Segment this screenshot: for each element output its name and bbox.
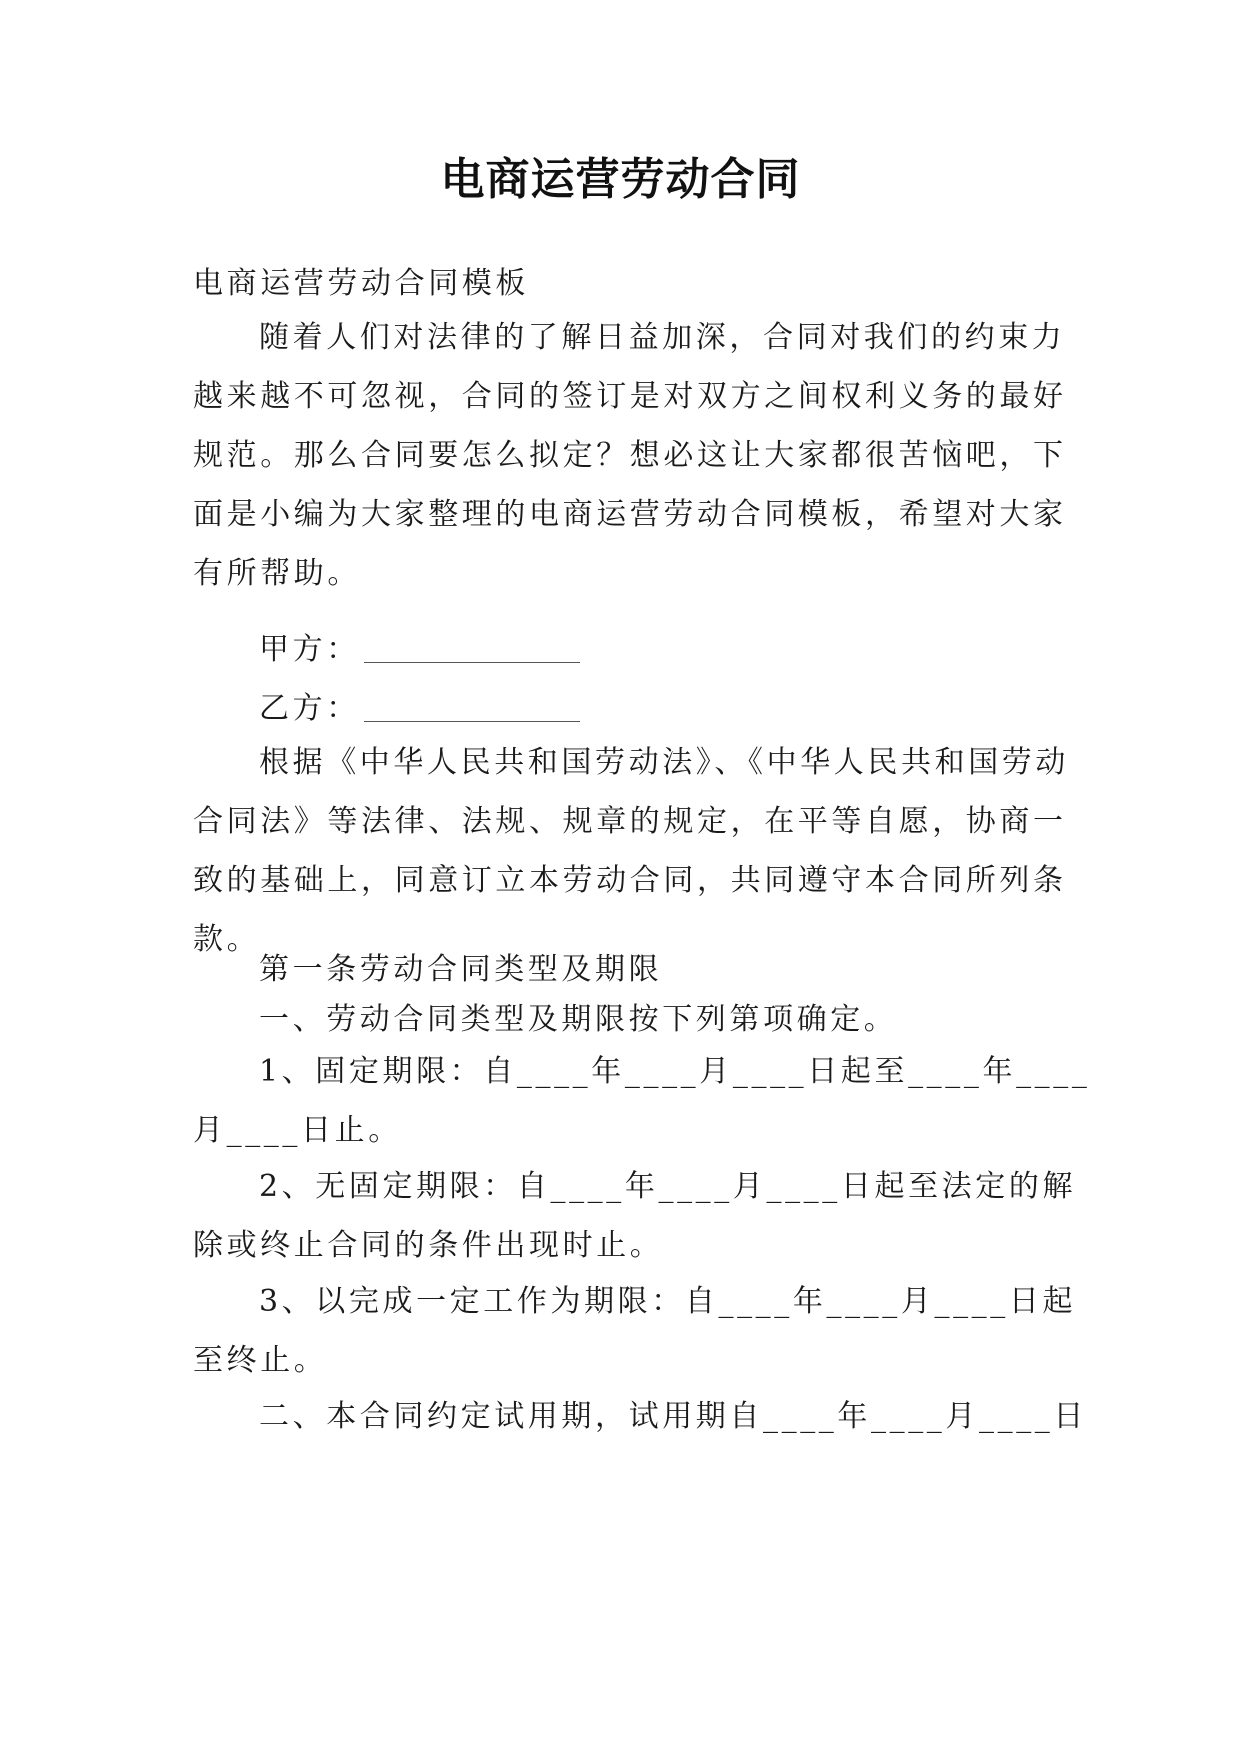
clause-1-intro-block: [193, 990, 1055, 1049]
subtitle-line: 电商运营劳动合同模板: [193, 266, 529, 301]
parties-block: [193, 620, 1055, 738]
party-b-blank: [364, 721, 580, 722]
clause-1-3: [193, 1272, 1077, 1390]
clause-2-line: 二、本合同约定试用期，试用期自____年____月____日: [259, 1399, 1087, 1434]
article-1-heading: 第一条劳动合同类型及期限: [259, 952, 663, 987]
basis-line: 合同法》等法律、法规、规章的规定，在平等自愿，协商一: [193, 804, 1067, 839]
clause-1-2: [193, 1157, 1077, 1275]
clause-1-3-line: 3、以完成一定工作为期限：自____年____月____日起: [259, 1284, 1077, 1319]
clause-1-1: [193, 1042, 1091, 1160]
basis-line: 致的基础上，同意订立本劳动合同，共同遵守本合同所列条: [193, 863, 1067, 898]
intro-line: 随着人们对法律的了解日益加深，合同对我们的约束力: [259, 320, 1066, 355]
document-title: 电商运营劳动合同: [440, 154, 801, 205]
clause-1-1-line: 月____日止。: [193, 1113, 402, 1148]
party-b-line: [193, 679, 1055, 738]
clause-1-2-line: 2、无固定期限：自____年____月____日起至法定的解: [259, 1169, 1077, 1204]
clause-1-3-line: 至终止。: [193, 1343, 328, 1378]
basis-paragraph: [193, 733, 1069, 969]
document-subtitle: [193, 254, 1055, 313]
basis-line: 款。: [193, 922, 261, 957]
intro-line: 面是小编为大家整理的电商运营劳动合同模板，希望对大家: [193, 497, 1067, 532]
party-a-label: 甲方：: [259, 632, 360, 667]
basis-line: 根据《中华人民共和国劳动法》、《中华人民共和国劳动: [259, 745, 1069, 780]
party-a-line: [193, 620, 1055, 679]
clause-1-intro: 一、劳动合同类型及期限按下列第项确定。: [259, 1002, 898, 1037]
intro-paragraph: [193, 308, 1067, 603]
party-a-blank: [364, 662, 580, 663]
party-b-label: 乙方：: [259, 691, 360, 726]
intro-line: 有所帮助。: [193, 556, 361, 591]
clause-1-1-line: 1、固定期限：自____年____月____日起至____年____: [259, 1054, 1091, 1089]
intro-line: 越来越不可忽视，合同的签订是对双方之间权利义务的最好: [193, 379, 1067, 414]
intro-line: 规范。那么合同要怎么拟定？想必这让大家都很苦恼吧，下: [193, 438, 1067, 473]
clause-2: [193, 1387, 1087, 1446]
clause-1-2-line: 除或终止合同的条件出现时止。: [193, 1228, 664, 1263]
